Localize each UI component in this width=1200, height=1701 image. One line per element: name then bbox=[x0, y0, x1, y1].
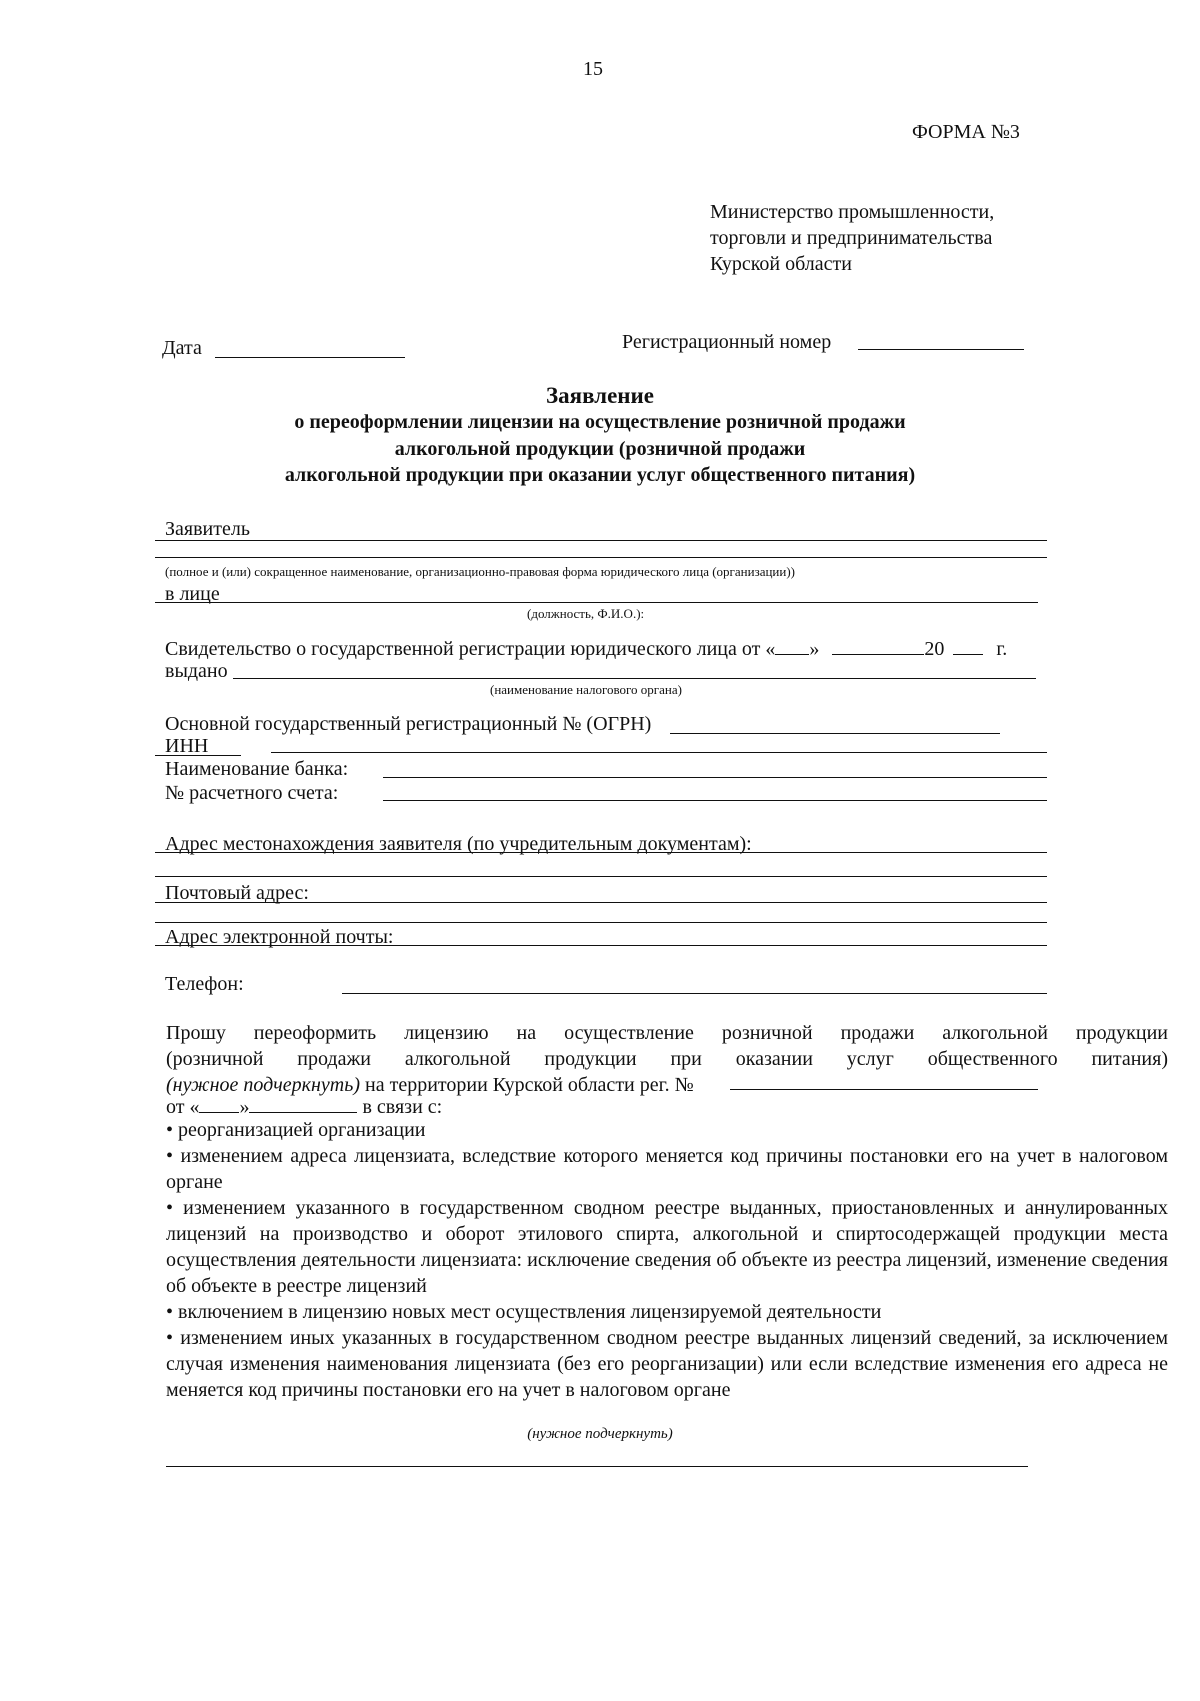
cert-day-field[interactable] bbox=[775, 637, 809, 655]
from-open: от « bbox=[166, 1096, 200, 1118]
bank-field[interactable] bbox=[383, 777, 1047, 778]
reason-item-5: • изменением иных указанных в государственном сводном реестре выданных лицензий сведений, за исключением случая изменения наименования лицензиата (без его реорганизации) или если вследствие изменения его адреса не меняется код причины постановки его на учет в налоговом органе bbox=[166, 1327, 1168, 1401]
applicant-hint: (полное и (или) сокращенное наименование, организационно-правовая форма юридического лица (организации)) bbox=[165, 564, 796, 579]
date-label: Дата bbox=[162, 337, 202, 359]
address-line-2[interactable] bbox=[155, 876, 1047, 877]
from-row bbox=[166, 1095, 442, 1119]
issued-hint: (наименование налогового органа) bbox=[490, 682, 682, 697]
recipient-line-1: Министерство промышленности, bbox=[710, 201, 995, 223]
issued-field[interactable] bbox=[233, 678, 1036, 679]
page-number: 15 bbox=[583, 58, 603, 80]
reason-item-4: • включением в лицензию новых мест осуществления лицензируемой деятельности bbox=[166, 1301, 882, 1323]
applicant-line-1[interactable] bbox=[155, 540, 1047, 541]
reason-intro: в связи с: bbox=[357, 1096, 443, 1118]
title-line-1: о переоформлении лицензии на осуществление розничной продажи bbox=[294, 411, 906, 433]
reason-item-1: • реорганизацией организации bbox=[166, 1119, 426, 1141]
email-label: Адрес электронной почты: bbox=[165, 926, 394, 948]
email-field[interactable] bbox=[155, 945, 1047, 946]
reason-item-2: • изменением адреса лицензиата, вследствие которого меняется код причины постановки его на учет в налоговом органе bbox=[166, 1145, 1168, 1193]
recipient-line-3: Курской области bbox=[710, 253, 852, 275]
phone-label: Телефон: bbox=[165, 973, 244, 995]
request-paragraph bbox=[166, 1020, 1168, 1098]
reasons-list bbox=[166, 1117, 1168, 1403]
territory-text: на территории Курской области рег. № bbox=[360, 1074, 694, 1096]
person-hint: (должность, Ф.И.О.): bbox=[527, 606, 645, 621]
request-line-2: (розничной продажи алкогольной продукции при оказании услуг общественного питания) bbox=[166, 1048, 1168, 1070]
account-field[interactable] bbox=[383, 800, 1047, 801]
cert-month-field[interactable] bbox=[832, 637, 924, 655]
document-title: Заявление bbox=[545, 383, 655, 408]
applicant-line-2[interactable] bbox=[155, 557, 1047, 558]
applicant-label: Заявитель bbox=[165, 518, 250, 540]
postal-line-2[interactable] bbox=[155, 922, 1047, 923]
address-label: Адрес местонахождения заявителя (по учредительным документам): bbox=[165, 833, 752, 855]
bottom-line[interactable] bbox=[166, 1466, 1028, 1467]
issued-label: выдано bbox=[165, 660, 228, 682]
request-line-1: Прошу переоформить лицензию на осуществление розничной продажи алкогольной продукции bbox=[166, 1022, 1168, 1044]
from-month-field[interactable] bbox=[249, 1095, 357, 1113]
certificate-label: Свидетельство о государственной регистрации юридического лица от « bbox=[165, 638, 776, 660]
ogrn-field[interactable] bbox=[670, 733, 1000, 734]
inn-field[interactable] bbox=[271, 752, 1047, 753]
recipient-line-2: торговли и предпринимательства bbox=[710, 227, 993, 249]
cert-close-quote: » bbox=[809, 638, 820, 660]
title-line-3: алкогольной продукции при оказании услуг общественного питания) bbox=[284, 464, 916, 486]
bank-label: Наименование банка: bbox=[165, 758, 349, 780]
postal-label: Почтовый адрес: bbox=[165, 882, 309, 904]
reg-number-label: Регистрационный номер bbox=[622, 331, 832, 353]
reg-number-field[interactable] bbox=[858, 349, 1024, 350]
phone-field[interactable] bbox=[342, 993, 1047, 994]
address-line-1[interactable] bbox=[155, 852, 1047, 853]
ogrn-label: Основной государственный регистрационный № (ОГРН) bbox=[165, 713, 652, 735]
inn-underline bbox=[155, 755, 241, 756]
from-close: » bbox=[239, 1096, 250, 1118]
date-field[interactable] bbox=[215, 357, 405, 358]
cert-year-field[interactable] bbox=[953, 637, 983, 655]
in-person-label: в лице bbox=[165, 583, 220, 605]
from-day-field[interactable] bbox=[199, 1095, 239, 1113]
certificate-row bbox=[165, 637, 1007, 661]
cert-g-label: г. bbox=[996, 638, 1008, 660]
postal-line-1[interactable] bbox=[155, 902, 1047, 903]
underline-note: (нужное подчеркнуть) bbox=[166, 1074, 360, 1096]
bottom-note: (нужное подчеркнуть) bbox=[527, 1426, 673, 1442]
account-label: № расчетного счета: bbox=[165, 782, 339, 804]
cert-year-label: 20 bbox=[924, 638, 945, 660]
form-label: ФОРМА №3 bbox=[912, 121, 1020, 143]
in-person-field[interactable] bbox=[155, 602, 1038, 603]
title-line-2: алкогольной продукции (розничной продажи bbox=[394, 438, 806, 460]
reason-item-3: • изменением указанного в государственном сводном реестре выданных, приостановленных и аннулированных лицензий на производство и оборот этилового спирта, алкогольной и спиртосодержащей продукции места осуществления деятельности лицензиата: исключение сведения об объекте из реестра лицензий, изменение сведения об объекте в реестре лицензий bbox=[166, 1197, 1168, 1297]
inn-label: ИНН bbox=[165, 735, 209, 757]
reg-no-field[interactable] bbox=[730, 1089, 1038, 1090]
